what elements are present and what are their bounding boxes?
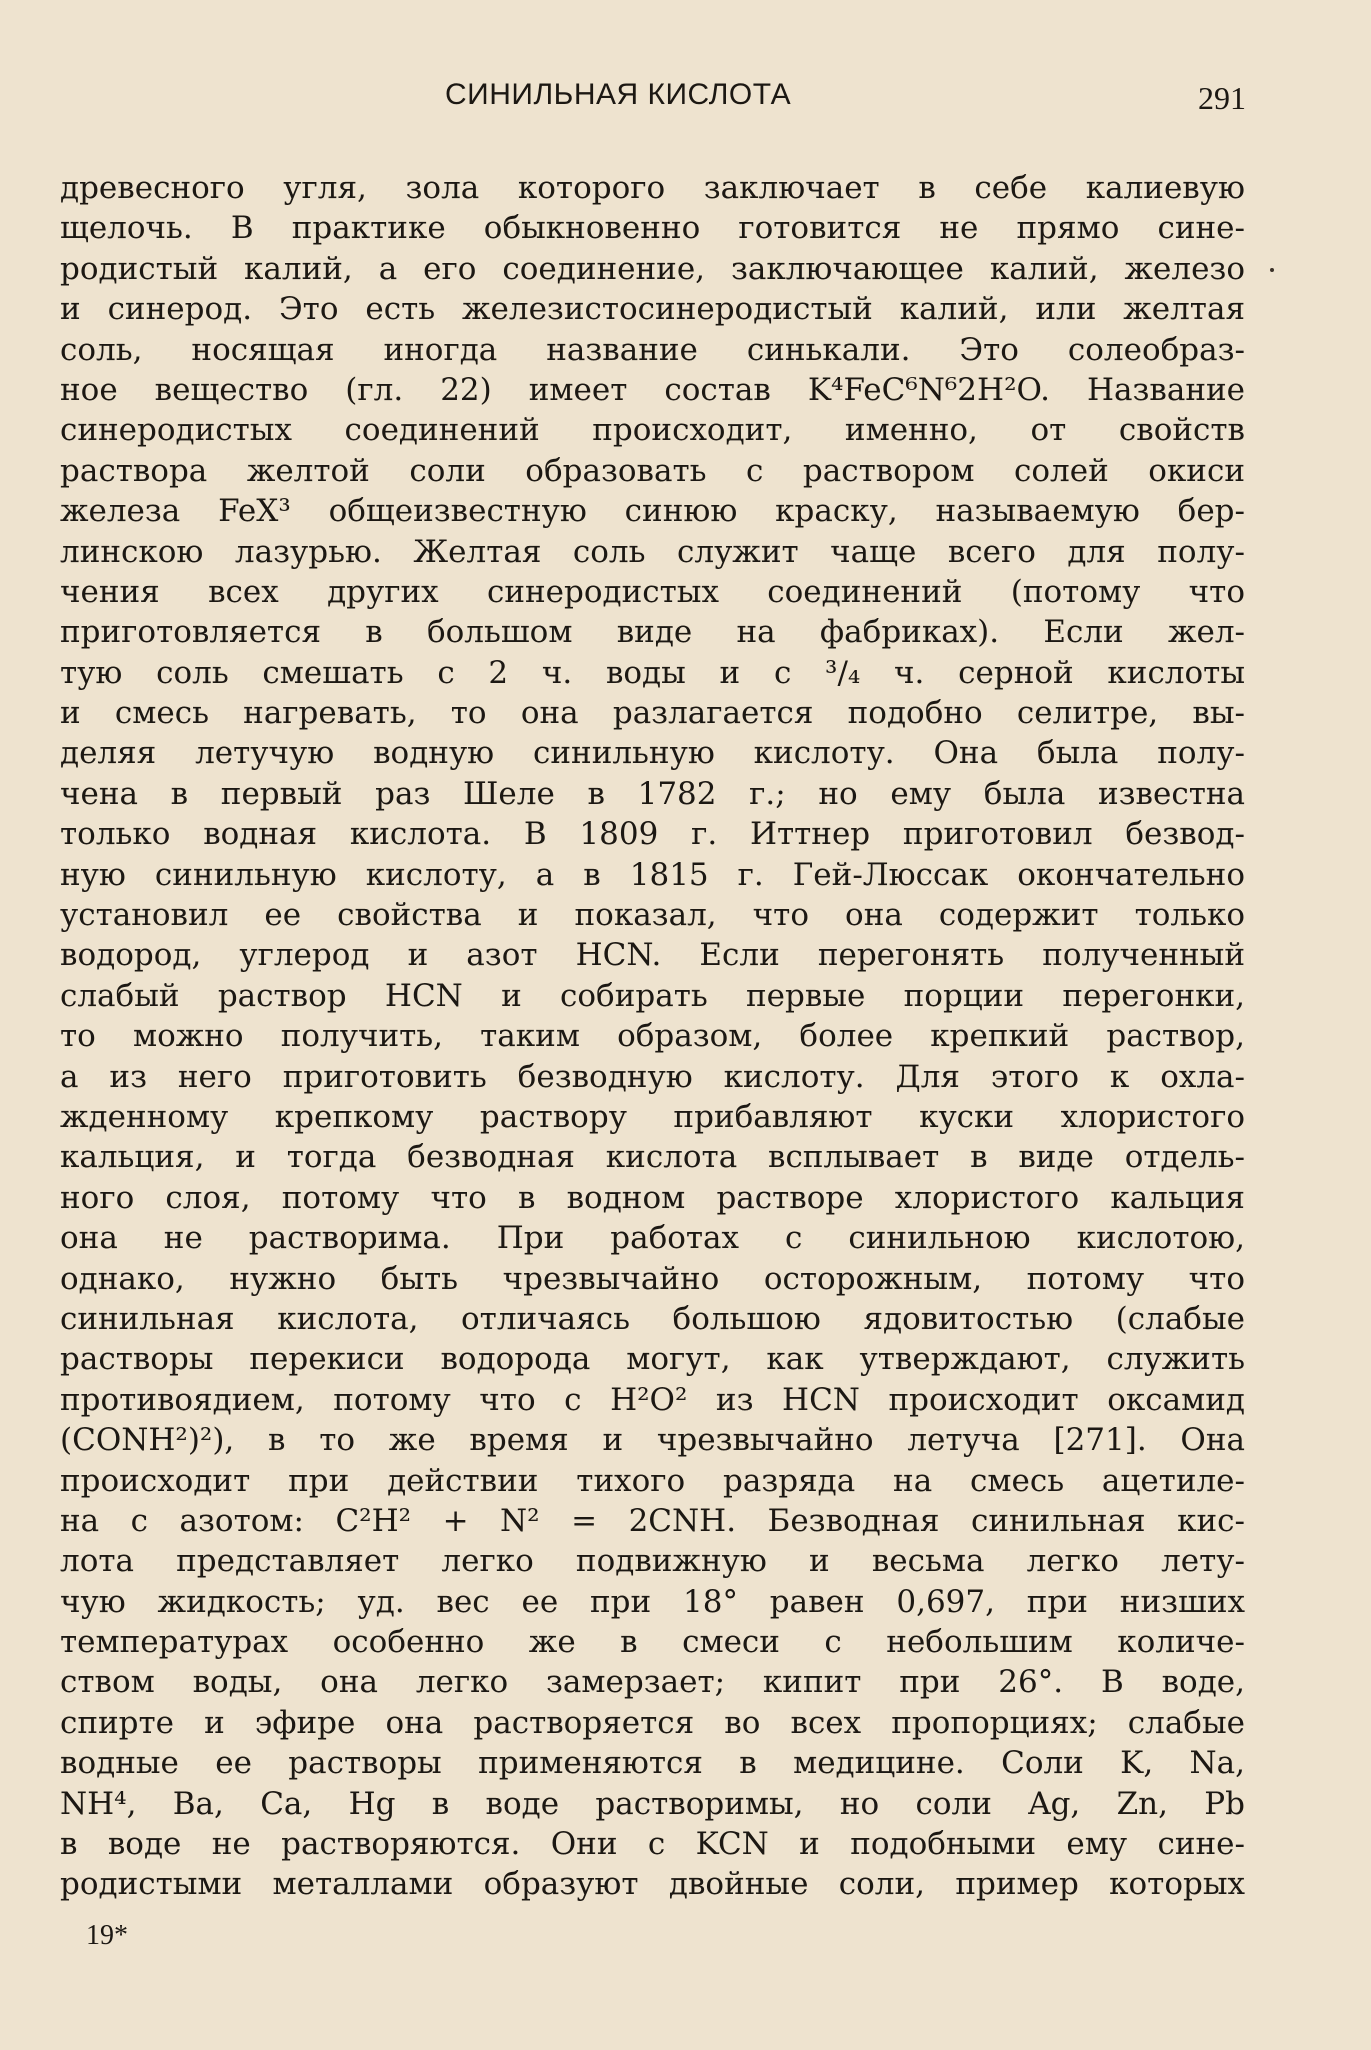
- text-line: приготовляется в большом виде на фабриках). Если жел-: [60, 614, 1245, 651]
- text-line: ного слоя, потому что в водном растворе хлористого кальция: [60, 1179, 1245, 1216]
- body-text: [60, 168, 1245, 1905]
- text-line: однако, нужно быть чрезвычайно осторожным, потому что: [60, 1260, 1245, 1297]
- text-line: только водная кислота. В 1809 г. Иттнер приготовил безвод-: [60, 816, 1245, 853]
- text-line: чена в первый раз Шеле в 1782 г.; но ему была известна: [60, 775, 1245, 812]
- text-line: NH⁴, Ba, Ca, Hg в воде растворимы, но соли Ag, Zn, Pb: [60, 1785, 1245, 1822]
- stray-dot-mark: [1270, 268, 1274, 272]
- text-line: слабый раствор HCN и собирать первые порции перегонки,: [60, 977, 1245, 1014]
- text-line: и смесь нагревать, то она разлагается подобно селитре, вы-: [60, 695, 1245, 732]
- signature-mark: 19*: [86, 1920, 128, 1951]
- running-title: СИНИЛЬНАЯ КИСЛОТА: [445, 78, 792, 111]
- text-line: то можно получить, таким образом, более крепкий раствор,: [60, 1018, 1245, 1055]
- text-line: на с азотом: C²H² + N² = 2CNH. Безводная синильная кис-: [60, 1502, 1245, 1539]
- text-line: происходит при действии тихого разряда на смесь ацетиле-: [60, 1462, 1245, 1499]
- text-line: раствора желтой соли образовать с раствором солей окиси: [60, 452, 1245, 489]
- text-line: синильная кислота, отличаясь большою ядовитостью (слабые: [60, 1300, 1245, 1337]
- page-number: 291: [1198, 80, 1246, 116]
- text-line: родистыми металлами образуют двойные соли, пример которых: [60, 1866, 1245, 1903]
- text-line: соль, носящая иногда название синькали. Это солеобраз-: [60, 331, 1245, 368]
- text-line: растворы перекиси водорода могут, как утверждают, служить: [60, 1341, 1245, 1378]
- text-line: водные ее растворы применяются в медицине. Соли K, Na,: [60, 1745, 1245, 1782]
- text-line: щелочь. В практике обыкновенно готовится не прямо сине-: [60, 210, 1245, 247]
- text-line: родистый калий, а его соединение, заключающее калий, железо: [60, 250, 1245, 287]
- text-line: чения всех других синеродистых соединений (потому что: [60, 573, 1245, 610]
- text-line: противоядием, потому что с H²O² из HCN происходит оксамид: [60, 1381, 1245, 1418]
- text-line: синеродистых соединений происходит, именно, от свойств: [60, 412, 1245, 449]
- text-line: водород, углерод и азот HCN. Если перегонять полученный: [60, 937, 1245, 974]
- text-line: а из него приготовить безводную кислоту. Для этого к охла-: [60, 1058, 1245, 1095]
- text-line: древесного угля, зола которого заключает в себе калиевую: [60, 170, 1245, 206]
- text-line: жденному крепкому раствору прибавляют куски хлористого: [60, 1098, 1245, 1135]
- text-line: в воде не растворяются. Они с KCN и подобными ему сине-: [60, 1826, 1245, 1863]
- text-line: линскою лазурью. Желтая соль служит чаще всего для полу-: [60, 533, 1245, 570]
- text-line: железа FeX³ общеизвестную синюю краску, называемую бер-: [60, 493, 1245, 530]
- text-line: деляя летучую водную синильную кислоту. Она была полу-: [60, 735, 1245, 772]
- text-line: и синерод. Это есть железистосинеродистый калий, или желтая: [60, 291, 1245, 328]
- text-line: тую соль смешать с 2 ч. воды и с ³/₄ ч. серной кислоты: [60, 654, 1245, 691]
- text-line: температурах особенно же в смеси с небольшим количе-: [60, 1624, 1245, 1661]
- text-line: (CONH²)²), в то же время и чрезвычайно летуча [271]. Она: [60, 1422, 1245, 1459]
- text-line: кальция, и тогда безводная кислота всплывает в виде отдель-: [60, 1139, 1245, 1176]
- text-line: лота представляет легко подвижную и весьма легко лету-: [60, 1543, 1245, 1580]
- text-line: чую жидкость; уд. вес ее при 18° равен 0,697, при низших: [60, 1583, 1245, 1620]
- text-line: ное вещество (гл. 22) имеет состав K⁴FeC⁶N⁶2H²O. Название: [60, 371, 1245, 408]
- text-line: ством воды, она легко замерзает; кипит при 26°. В воде,: [60, 1664, 1245, 1701]
- text-line: спирте и эфире она растворяется во всех пропорциях; слабые: [60, 1704, 1245, 1741]
- text-line: ную синильную кислоту, а в 1815 г. Гей-Люссак окончательно: [60, 856, 1245, 893]
- text-line: она не растворима. При работах с синильною кислотою,: [60, 1220, 1245, 1257]
- text-line: установил ее свойства и показал, что она содержит только: [60, 897, 1245, 934]
